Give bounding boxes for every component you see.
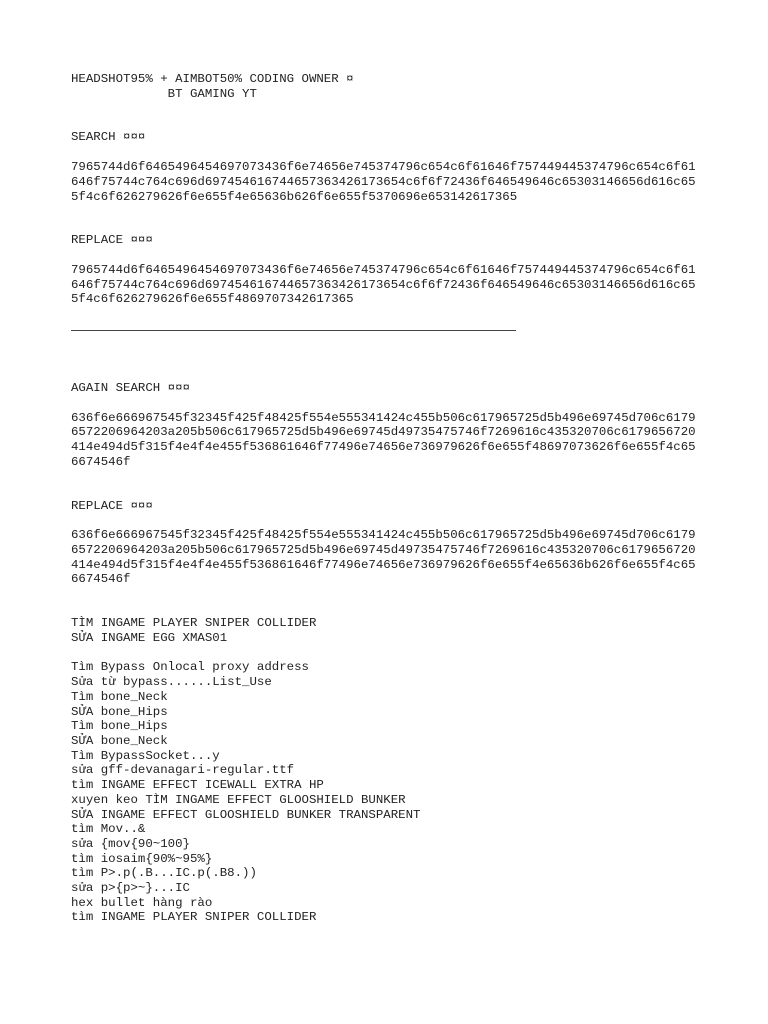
title-line: HEADSHOT95% + AIMBOT50% CODING OWNER ¤	[71, 72, 354, 86]
again-search-label: AGAIN SEARCH ¤¤¤	[71, 381, 190, 396]
replace-label-2: REPLACE ¤¤¤	[71, 498, 153, 513]
list-item: Tìm bone_Hips	[71, 719, 168, 734]
list-item: tìm INGAME EFFECT ICEWALL EXTRA HP	[71, 778, 324, 793]
list-item: tìm INGAME PLAYER SNIPER COLLIDER	[71, 910, 317, 925]
list-item: sửa {mov{90~100}	[71, 836, 190, 851]
list-item: Tìm BypassSocket...y	[71, 748, 220, 763]
fix-line: SỬA INGAME EGG XMAS01	[71, 630, 228, 645]
replace-label: REPLACE ¤¤¤	[71, 233, 153, 248]
list-item: tìm Mov..&	[71, 822, 146, 837]
instruction-list	[71, 660, 701, 925]
document-page	[71, 72, 701, 925]
list-item: SỬA bone_Neck	[71, 733, 168, 748]
list-item: xuyen keo TÌM INGAME EFFECT GLOOSHIELD BUNKER	[71, 792, 406, 807]
replace-hex-code-2: 636f6e666967545f32345f425f48425f554e555341424c455b506c617965725d5b496e69745d706c61796572206964203a205b506c617965725d5b496e69745d49735475746f7269616c435320706c6179656720414e494d5f315f4e4f4e455f536861646f77496e74656e736979626f6e655f4e65636b626f6e655f4c656674546f	[71, 528, 696, 587]
find-line: TÌM INGAME PLAYER SNIPER COLLIDER	[71, 616, 317, 631]
list-item: Tìm Bypass Onlocal proxy address	[71, 660, 309, 675]
search-hex-code: 7965744d6f6465496454697073436f6e74656e745374796c654c6f61646f757449445374796c654c6f61646f75744c764c696d697454616744657363426173654c6f6f72436f646549646c65303146656d616c655f4c6f626279626f6e655f4e65636b626f6e655f5370696e653142617365	[71, 160, 696, 204]
list-item: tìm P>.p(.B...IC.p(.B8.))	[71, 866, 257, 881]
list-item: SỬA INGAME EFFECT GLOOSHIELD BUNKER TRANSPARENT	[71, 807, 421, 822]
search-label: SEARCH ¤¤¤	[71, 130, 146, 145]
replace-hex-code: 7965744d6f6465496454697073436f6e74656e745374796c654c6f61646f757449445374796c654c6f61646f75744c764c696d697454616744657363426173654c6f6f72436f646549646c65303146656d616c655f4c6f626279626f6e655f4869707342617365	[71, 262, 696, 307]
list-item: hex bullet hàng rào	[71, 895, 213, 910]
list-item: sửa p>{p>~}...IC	[71, 881, 190, 896]
list-item: sửa gff-devanagari-regular.ttf	[71, 763, 295, 778]
list-item: SỬA bone_Hips	[71, 704, 168, 719]
list-item: Sửa từ bypass......List_Use	[71, 675, 272, 690]
again-search-hex-code: 636f6e666967545f32345f425f48425f554e555341424c455b506c617965725d5b496e69745d706c61796572206964203a205b506c617965725d5b496e69745d49735475746f7269616c435320706c6179656720414e494d5f315f4e4f4e455f536861646f77496e74656e736979626f6e655f48697073626f6e655f4c656674546f	[71, 410, 696, 469]
list-item: tìm iosaim{90%~95%}	[71, 851, 213, 866]
author-line: BT GAMING YT	[71, 86, 257, 101]
list-item: Tìm bone_Neck	[71, 689, 168, 704]
